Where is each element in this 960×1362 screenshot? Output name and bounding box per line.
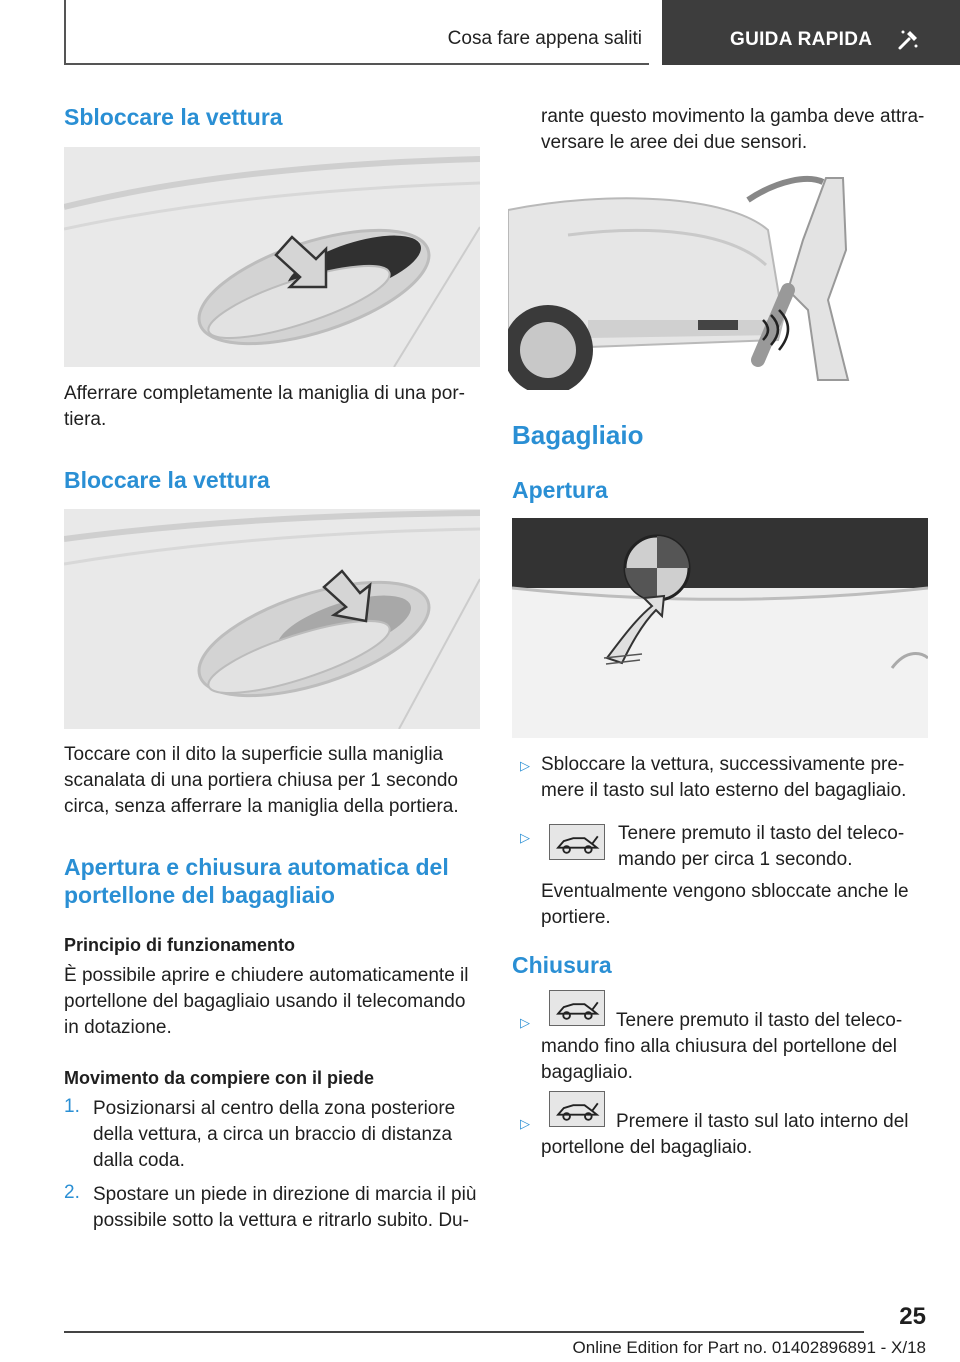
close-bullet-2-line-1: Premere il tasto sul lato interno del	[616, 1111, 909, 1132]
header-section-title: Cosa fare appena saliti	[447, 28, 642, 49]
step-2-line-2: possibile sotto la vettura e ritrarlo subito. Du-	[93, 1210, 469, 1231]
open-bullet-2-line-4: portiere.	[541, 907, 611, 928]
step-2-number: 2.	[64, 1182, 80, 1203]
close-bullet-1-line-3: bagagliaio.	[541, 1062, 633, 1083]
close-bullet-1-line-2: mando fino alla chiusura del portellone del	[541, 1036, 897, 1057]
car-trunk-key-icon	[549, 990, 605, 1026]
car-trunk-key-icon	[549, 1091, 605, 1127]
lock-heading: Bloccare la vettura	[64, 467, 270, 493]
closing-heading: Chiusura	[512, 952, 612, 978]
unlock-text-line-2: tiera.	[64, 409, 107, 430]
principle-text-line-3: in dotazione.	[64, 1017, 172, 1038]
header-chapter-tab[interactable]	[662, 0, 960, 65]
footer-rule	[64, 1331, 864, 1333]
bullet-close-2: ▷	[520, 1116, 530, 1131]
step-2-line-1: Spostare un piede in direzione di marcia il più	[93, 1184, 477, 1205]
lock-text-line-1: Toccare con il dito la superficie sulla maniglia	[64, 744, 444, 765]
unlock-text-line-1: Afferrare completamente la maniglia di una por-	[64, 383, 465, 404]
header-bottom-rule	[64, 63, 649, 65]
open-bullet-1-line-1: Sbloccare la vettura, successivamente pre-	[541, 754, 905, 775]
footer-edition: Online Edition for Part no. 01402896891 - X/18	[572, 1338, 926, 1357]
trunk-heading: Bagagliaio	[512, 420, 644, 450]
principle-heading: Principio di funzionamento	[64, 935, 295, 955]
unlock-heading: Sbloccare la vettura	[64, 104, 283, 130]
close-bullet-1-line-1: Tenere premuto il tasto del teleco-	[616, 1010, 903, 1031]
auto-tailgate-heading-line-2: portellone del bagagliaio	[64, 882, 335, 908]
page-number: 25	[899, 1303, 926, 1330]
step-1-line-3: dalla coda.	[93, 1150, 185, 1171]
trunk-button-image	[512, 518, 928, 738]
step-2-cont-line-1: rante questo movimento la gamba deve attra-	[541, 106, 925, 127]
door-handle-lock-image	[64, 509, 480, 729]
lock-text-line-3: circa, senza afferrare la maniglia della portiera.	[64, 796, 459, 817]
rear-car-foot-sensor-image	[508, 170, 864, 390]
bullet-close-1: ▷	[520, 1015, 530, 1030]
step-2-cont-line-2: versare le aree dei due sensori.	[541, 132, 808, 153]
open-bullet-2-line-3: Eventualmente vengono sbloccate anche le	[541, 881, 909, 902]
header-left-rule	[64, 0, 66, 65]
auto-tailgate-heading-line-1: Apertura e chiusura automatica del	[64, 854, 449, 880]
movement-heading: Movimento da compiere con il piede	[64, 1068, 375, 1088]
wrench-pin-icon	[894, 26, 922, 54]
principle-text-line-2: portellone del bagagliaio usando il telecomando	[64, 991, 466, 1012]
step-1-line-1: Posizionarsi al centro della zona posteriore	[93, 1098, 456, 1119]
open-bullet-2-line-2: mando per circa 1 secondo.	[618, 849, 853, 870]
principle-text-line-1: È possibile aprire e chiudere automaticamente il	[64, 965, 469, 986]
open-bullet-1-line-2: mere il tasto sul lato esterno del bagagliaio.	[541, 780, 907, 801]
lock-text-line-2: scanalata di una portiera chiusa per 1 secondo	[64, 770, 458, 791]
open-bullet-2-line-1: Tenere premuto il tasto del teleco-	[618, 823, 905, 844]
step-1-line-2: della vettura, a circa un braccio di distanza	[93, 1124, 453, 1145]
car-trunk-key-icon	[549, 824, 605, 860]
door-handle-unlock-image	[64, 147, 480, 367]
bullet-open-1: ▷	[520, 758, 530, 773]
bullet-open-2: ▷	[520, 830, 530, 845]
close-bullet-2-line-2: portellone del bagagliaio.	[541, 1137, 753, 1158]
step-1-number: 1.	[64, 1096, 80, 1117]
header-chapter-label: GUIDA RAPIDA	[730, 29, 873, 50]
opening-heading: Apertura	[512, 477, 608, 503]
